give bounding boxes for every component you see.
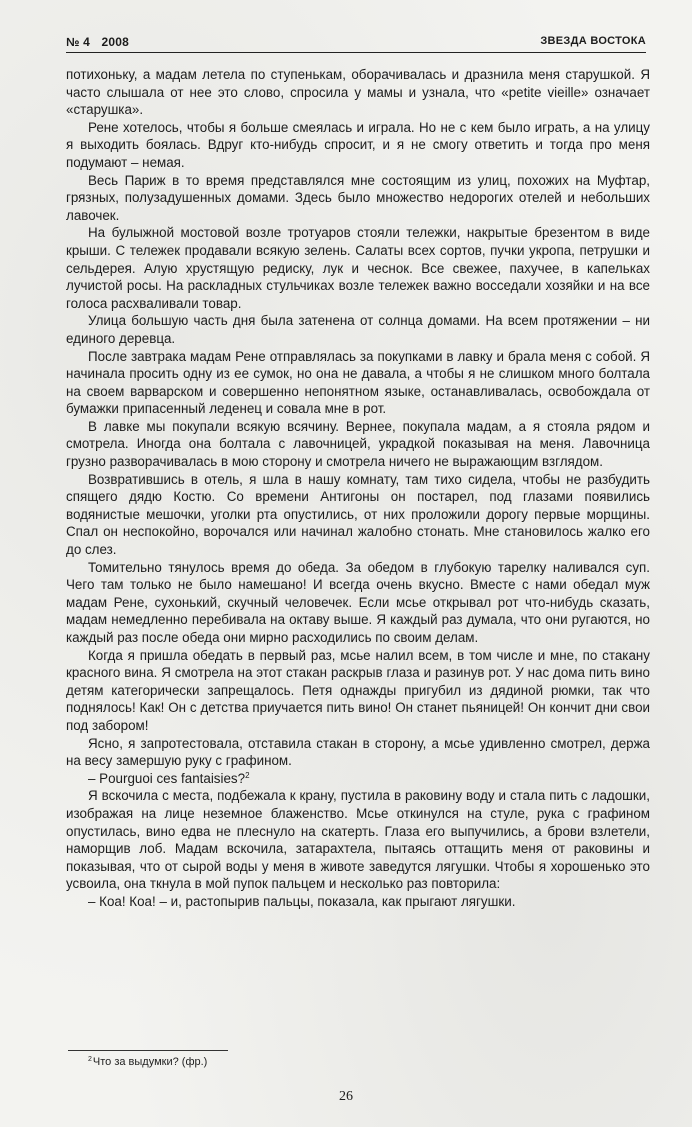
footnote-reference[interactable]: 2 (245, 770, 250, 780)
issue-info (66, 35, 129, 49)
issue-number: № 4 (66, 35, 90, 49)
footnote-text: Что за выдумки? (фр.) (92, 1056, 208, 1068)
dialogue-text: – Pourguoi ces fantaisies? (88, 770, 246, 786)
paragraph: Томительно тянулось время до обеда. За обедом в глубокую тарелку наливался суп. Чего там только не было намешано! И всегда очень вкусно. Вместе с нами обедал муж мадам Рене, сухонький, скучный человечек. Если мсье открывал рот что-нибудь сказать, мадам немедленно перебивала на октаву выше. Я каждый раз думала, что они ругаются, но каждый раз после обеда они мирно расходились по своим делам. (66, 559, 650, 645)
paragraph: Рене хотелось, чтобы я больше смеялась и играла. Но не с кем было играть, а на улицу я выходить боялась. Вдруг кто-нибудь спросит, и я не смогу ответить и тогда про меня подумают – немая. (66, 119, 650, 170)
paragraph: После завтрака мадам Рене отправлялась за покупками в лавку и брала меня с собой. Я начинала просить одну из ее сумок, но она не давала, а чтобы я не слишком много болтала на своем варварском и совершенно непонятном языке, останавливалась, освобождала от бумажки припасенный леденец и совала мне в рот. (66, 348, 650, 417)
paragraph: Ясно, я запротестовала, отставила стакан в сторону, а мсье удивленно смотрел, держа на весу замершую руку с графином. (66, 735, 650, 769)
footnote-divider (68, 1050, 228, 1051)
paragraph: В лавке мы покупали всякую всячину. Вернее, покупала мадам, а я стояла рядом и смотрела. Иногда она болтала с лавочницей, украдкой показывая на меня. Лавочница грузно разворачивалась в мою сторону и смотрела ничего не выражающим взглядом. (66, 418, 650, 470)
dialogue-paragraph (66, 770, 650, 788)
paragraph: потихоньку, а мадам летела по ступенькам, оборачивалась и дразнила меня старушкой. Я часто слышала от нее это слово, спросила у мамы и узнала, что «petite vieille» означает «старушка». (66, 67, 650, 118)
paragraph: Улица большую часть дня была затенена от солнца домами. На всем протяжении – ни единого деревца. (66, 313, 650, 346)
issue-year: 2008 (101, 35, 130, 49)
paragraph: Когда я пришла обедать в первый раз, мсье налил всем, в том числе и мне, по стакану красного вина. Я смотрела на этот стакан раскрыв глаза и разинув рот. У нас дома пить вино детям категорически запрещалось. Петя однажды пригубил из дядиной рюмки, так что поднялось! Как! Он с детства приучается пить вино! Он станет пьяницей! Он кончит дни свои под забором! (66, 647, 650, 733)
paragraph: Я вскочила с места, подбежала к крану, пустила в раковину воду и стала пить с ладошки, изображая на лице неземное блаженство. Мсье откинулся на стуле, рука с графином опустилась, вино едва не плеснуло на скатерть. Глаза его выпучились, а брови взлетели, наморщив лоб. Мадам вскочила, затарахтела, пытаясь оттащить меня от раковины и показывая, что от сырой воды у меня в животе заведутся лягушки. Чтобы я хорошенько это усвоила, она ткнула в мой пупок пальцем и несколько раз повторила: (66, 788, 650, 892)
running-header (66, 34, 646, 53)
paragraph: На булыжной мостовой возле тротуаров стояли тележки, накрытые брезентом в виде крыши. С тележек продавали всякую зелень. Салаты всех сортов, пучки укропа, петрушки и сельдерея. Алую хрустящую редиску, лук и чеснок. Все свежее, пахучее, в капельках лучистой росы. На раскладных стульчиках возле тележек важно восседали хозяйки и на все голоса расхваливали товар. (66, 225, 650, 311)
paragraph: Возвратившись в отель, я шла в нашу комнату, там тихо сидела, чтобы не разбудить спящего дядю Костю. Со времени Антигоны он постарел, под глазами появились водянистые мешочки, уголки рта опустились, от них проложили дорогу первые морщины. Спал он неспокойно, ворочался или начинал жалобно стонать. Мне становилось жалко его до слез. (66, 471, 650, 558)
paragraph: Весь Париж в то время представлялся мне состоящим из улиц, похожих на Муфтар, грязных, полузадушенных домами. Здесь было множество недорогих отелей и небольших лавочек. (66, 172, 650, 223)
footnote-marker: 2 (88, 1056, 92, 1063)
article-body (66, 66, 650, 911)
journal-title: ЗВЕЗДА ВОСТОКА (540, 35, 646, 47)
paragraph: – Коа! Коа! – и, растопырив пальцы, показала, как прыгают лягушки. (88, 893, 516, 909)
footnote (88, 1056, 207, 1068)
page-number: 26 (339, 1089, 353, 1104)
